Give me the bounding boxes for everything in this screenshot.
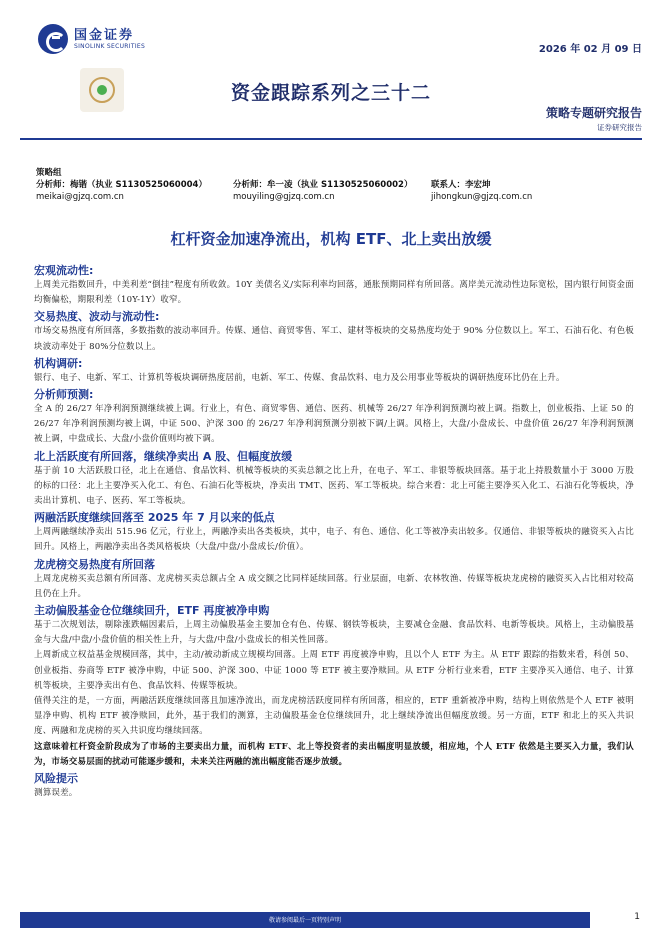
footer-bar xyxy=(20,912,590,928)
section-paragraph: 测算误差。 xyxy=(34,788,78,799)
section-title: 机构调研: xyxy=(34,356,83,370)
report-header xyxy=(0,0,662,155)
analyst-email[interactable]: meikai@gjzq.com.cn xyxy=(36,192,124,202)
page-number: 1 xyxy=(634,912,640,922)
analyst-email[interactable]: mouyiling@gjzq.com.cn xyxy=(233,192,335,202)
section-title: 宏观流动性: xyxy=(34,264,94,277)
section-title: 主动偏股基金仓位继续回升，ETF 再度被净申购 xyxy=(34,604,270,618)
section-paragraph: 上周新成立权益基金规模回落，其中，主动/被动新成立规模均回落。上周 ETF 再度被净申购，且以个人 ETF 为主。从 ETF 跟踪的指数来看，科创 50、创业板指、券商等 ETF 被净申购，中证 500、沪深 300、中证 1000 等 ETF 被主要净赎回。从 ETF 分析行业来看，ETF 主要净买入通信、电子、计算机等板块，主要净卖出有色、食品饮料、传媒等板块。 xyxy=(34,650,634,691)
sinolink-logo-icon xyxy=(38,24,68,54)
report-date: 2026 年 02 月 09 日 xyxy=(538,44,642,55)
section-title: 风险提示 xyxy=(34,772,78,786)
section-title: 两融活跃度继续回落至 2025 年 7 月以来的低点 xyxy=(34,511,275,525)
section-paragraph: 基于前 10 大活跃股口径，北上在通信、食品饮料、机械等板块的买卖总额之比上升，在电子、军工、非银等板块回落。基于北上持股数量小于 3000 万股的标的口径：北上主要净买入化工、有色、石油石化等板块，净卖出 TMT、医药、军工等板块。综合来看：北上可能主要净买入化工、石油石化等板块，净卖出计算机、电子、医药、军工等板块。 xyxy=(34,465,634,507)
section-paragraph: 银行、电子、电新、军工、计算机等板块调研热度居前，电新、军工、传媒、食品饮料、电力及公用事业等板块的调研热度环比仍在上升。 xyxy=(34,372,565,383)
section-title: 交易热度、波动与流动性: xyxy=(34,310,160,324)
logo-en-text: SINOLINK SECURITIES xyxy=(74,42,146,50)
logo-cn-text: 国金证券 xyxy=(74,27,135,43)
section-paragraph: 值得关注的是，一方面，两融活跃度继续回落且加速净流出，而龙虎榜活跃度同样有所回落，相应的，ETF 重新被净申购，结构上则依然是个人 ETF 被明显净申购、机构 ETF 被净赎回，此外，基于我们的测算，主动偏股基金仓位继续回升，北上继续净流出但幅度放缓。另一方面，ETF 和北上的买入共识度、两融和龙虎榜的买入共识度均继续回落。 xyxy=(34,696,634,737)
section-paragraph: 市场交易热度有所回落，多数指数的波动率回升。传媒、通信、商贸零售、军工、建材等板块的交易热度均处于 90% 分位数以上。军工、石油石化、有色板块波动率处于 80%分位数以上。 xyxy=(34,326,634,352)
analyst-name: 分析师：牟一凌（执业 S1130525060002） xyxy=(233,180,413,190)
section-title: 北上活跃度有所回落，继续净卖出 A 股、但幅度放缓 xyxy=(34,449,293,463)
emphasis-paragraph: 这意味着杠杆资金阶段成为了市场的主要卖出力量，而机构 ETF、北上等投资者的卖出幅度明显放缓，相应地，个人 ETF 依然是主要买入力量，我们认为，市场交易层面的扰动可能逐步缓和，未来关注两融的流出幅度能否逐步放缓。 xyxy=(34,741,634,767)
contact-email[interactable]: jihongkun@gjzq.com.cn xyxy=(431,192,533,202)
company-logo xyxy=(38,24,145,54)
section-title: 龙虎榜交易热度有所回落 xyxy=(34,557,155,571)
footer-disclaimer[interactable]: 敬请参阅最后一页特别声明 xyxy=(268,917,341,924)
analyst-block xyxy=(36,167,636,203)
team-label: 策略组 xyxy=(36,168,62,178)
section-paragraph: 上周两融继续净卖出 515.96 亿元，行业上，两融净卖出各类板块，其中，电子、有色、通信、化工等被净卖出较多。仅通信、非银等板块的融资买入占比回升。风格上，两融净卖出各类风格板块（大盘/中盘/小盘成长/价值）。 xyxy=(34,527,634,553)
report-type: 策略专题研究报告 xyxy=(545,106,642,120)
report-body xyxy=(34,262,634,801)
section-paragraph: 基于二次规划法，剔除涨跌幅因素后，上周主动偏股基金主要加仓有色、传媒、钢铁等板块，主要减仓金融、食品饮料、电新等板块。风格上，主动偏股基金与大盘/中盘/小盘价值的相关性上升，与大盘/中盘/小盘成长的相关性回落。 xyxy=(34,620,634,646)
analyst-name: 分析师：梅锴（执业 S1130525060004） xyxy=(36,180,207,190)
section-paragraph: 上周龙虎榜买卖总额有所回落、龙虎榜买卖总额占全 A 成交额之比同样延续回落。行业层面，电新、农林牧渔、传媒等板块龙虎榜的融资买入占比相对较高且仍在上升。 xyxy=(34,573,634,599)
report-headline: 杠杆资金加速净流出，机构 ETF、北上卖出放缓 xyxy=(170,230,492,248)
section-title: 分析师预测: xyxy=(34,388,94,402)
section-paragraph: 上周美元指数回升，中美利差“倒挂”程度有所收敛。10Y 美债名义/实际利率均回落，通胀预期同样有所回落。离岸美元流动性边际宽松，国内银行间资金面均衡偏松，期限利差（10Y-1Y）收窄。 xyxy=(34,280,634,306)
report-title: 资金跟踪系列之三十二 xyxy=(230,82,431,104)
header-divider xyxy=(20,138,642,140)
section-paragraph: 全 A 的 26/27 年净利润预测继续被上调。行业上，有色、商贸零售、通信、医药、机械等 26/27 年净利润预测均被上调。指数上，创业板指、上证 50 的 26/27 年净利润预测均被上调，中证 500、沪深 300 的 26/27 年净利润预测分别被下调/上调。风格上，大盘/小盘成长、中盘价值 26/27 年净利润预测被上调，中盘成长、大盘/小盘价值则均被下调。 xyxy=(34,404,634,445)
report-subtype: 证券研究报告 xyxy=(597,123,642,132)
contact-name: 联系人：李宏坤 xyxy=(431,180,491,190)
